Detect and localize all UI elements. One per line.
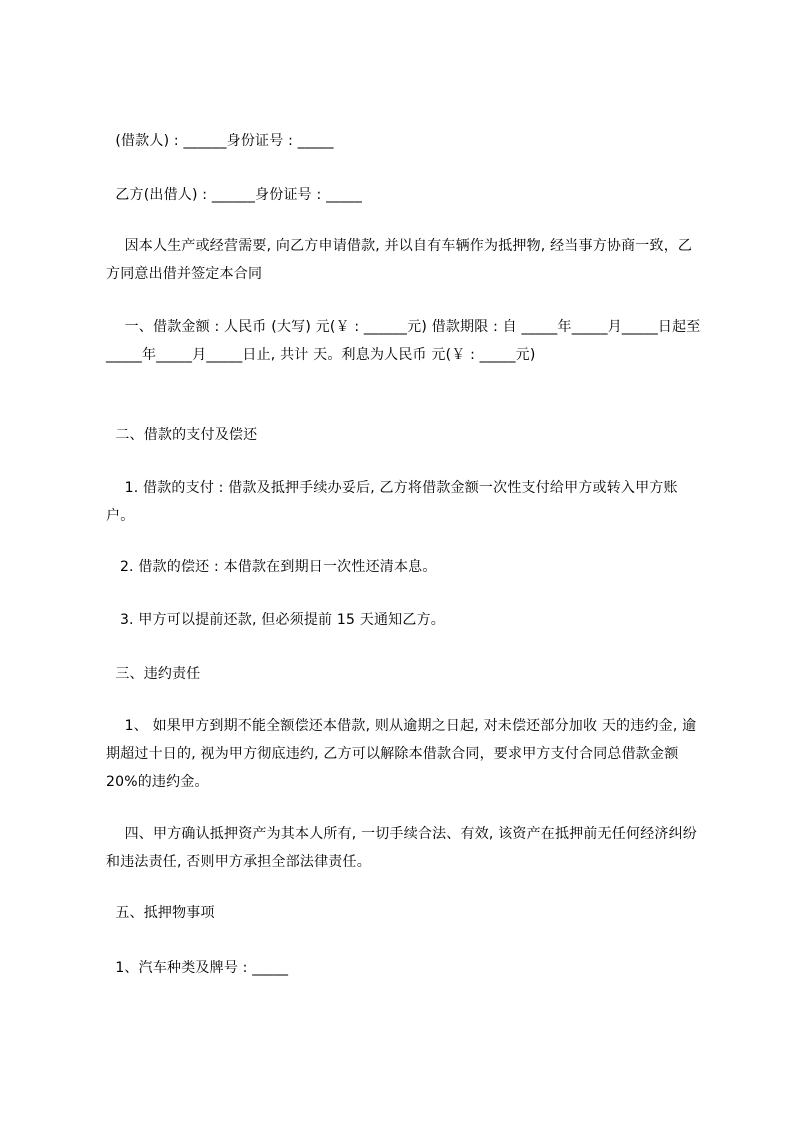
breach-clause: 1、 如果甲方到期不能全额偿还本借款, 则从逾期之日起, 对未偿还部分加收 天的违约金, 逾期超过十日的, 视为甲方彻底违约, 乙方可以解除本借款合同，要求甲方支付合同总借款金额 20%的违约金。 xyxy=(106,718,697,790)
section-3-title: 三、违约责任 xyxy=(106,666,201,682)
collateral-ownership-clause: 四、甲方确认抵押资产为其本人所有, 一切手续合法、有效, 该资产在抵押前无任何经济纠纷和违法责任, 否则甲方承担全部法律责任。 xyxy=(106,826,698,870)
repayment-clause: 2. 借款的偿还 : 本借款在到期日一次性还清本息。 xyxy=(106,559,437,575)
payment-clause: 1. 借款的支付 : 借款及抵押手续办妥后, 乙方将借款金额一次性支付给甲方或转入甲方账户。 xyxy=(106,480,678,524)
loan-amount-clause: 一、借款金额 : 人民币 (大写) 元(￥ : ______元) 借款期限 : 自 _____年_____月_____日起至 _____年_____月_____日止, 共计 天。利息为人民币 元(￥ : _____元) xyxy=(106,319,706,363)
section-2-title: 二、借款的支付及偿还 xyxy=(106,427,258,443)
borrower-id-line: (借款人) : ______身份证号 : _____ xyxy=(106,133,334,149)
section-5-title: 五、抵押物事项 xyxy=(106,905,215,921)
lender-id-line: 乙方(出借人) : ______身份证号 : _____ xyxy=(106,187,363,203)
early-repayment-clause: 3. 甲方可以提前还款, 但必须提前 15 天通知乙方。 xyxy=(106,612,445,628)
vehicle-type-line: 1、汽车种类及牌号 : _____ xyxy=(106,960,289,976)
preamble-paragraph: 因本人生产或经营需要, 向乙方申请借款, 并以自有车辆作为抵押物, 经当事方协商一致，乙方同意出借并签定本合同 xyxy=(106,238,693,282)
